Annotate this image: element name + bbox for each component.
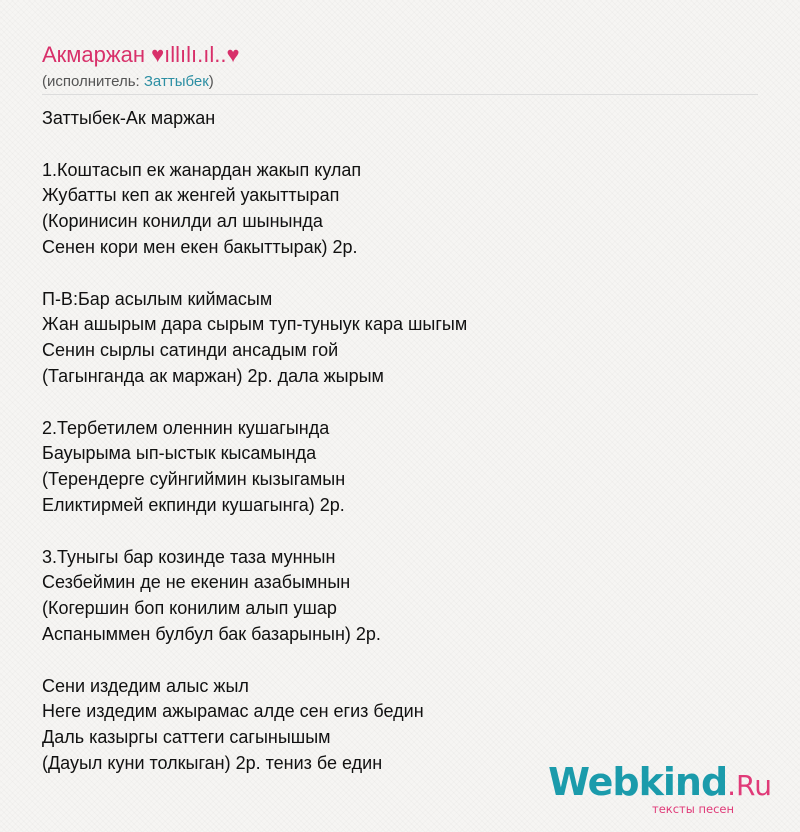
lyric-line: Жан ашырым дара сырым туп-туныук кара шыгым: [42, 314, 468, 335]
lyric-line: (Терендерге суйнгиймин кызыгамын: [42, 469, 346, 490]
lyric-line: Заттыбек-Ак маржан: [42, 108, 216, 128]
lyric-line: 1.Коштасып ек жанардан жакып кулап: [42, 159, 362, 180]
lyric-line: Сенен кори мен екен бакыттырак) 2р.: [42, 236, 358, 257]
artist-suffix: ): [208, 73, 214, 90]
lyric-line: Сезбеймин де не екенин азабымнын: [42, 572, 351, 593]
lyric-line: (Когершин боп конилим алып ушар: [42, 598, 337, 619]
site-logo[interactable]: [548, 762, 772, 815]
lyric-blank-line: [42, 519, 742, 545]
lyric-line: (Коринисин конилди ал шынында: [42, 211, 323, 232]
lyric-line: 3.Туныгы бар козинде таза муннын: [42, 546, 336, 567]
artist-line: [42, 72, 240, 92]
logo-wordmark: [548, 762, 772, 806]
artist-link[interactable]: Заттыбек: [143, 73, 209, 90]
lyric-line: (Дауыл куни толкыган) 2р. тениз бе един: [42, 752, 383, 773]
artist-prefix: (исполнитель:: [42, 73, 144, 90]
lyric-line: Еликтирмей екпинди кушагынга) 2р.: [42, 494, 345, 515]
lyric-line: Сени издедим алыс жыл: [42, 675, 249, 696]
lyric-blank-line: [42, 390, 742, 416]
lyric-line: Даль казыргы саттеги сагынышым: [42, 727, 331, 748]
logo-tagline: тексты песен: [652, 802, 734, 816]
logo-suffix-text: .Ru: [727, 769, 772, 802]
lyric-line: Бауырыма ып-ыстык кысамында: [42, 443, 317, 464]
lyric-line: Жубатты кеп ак женгей уакыттырап: [42, 185, 340, 206]
lyric-blank-line: [42, 132, 742, 158]
lyric-blank-line: [42, 261, 742, 287]
lyric-line: Сенин сырлы сатинди ансадым гой: [42, 340, 339, 361]
lyric-line: Неге издедим ажырамас алде сен егиз бедин: [42, 701, 424, 722]
lyric-line: П-В:Бар асылым киймасым: [42, 288, 273, 309]
header-divider: [42, 94, 758, 95]
lyric-line: Аспаныммен булбул бак базарынын) 2р.: [42, 623, 381, 644]
song-title: Акмаржан ♥ıllılı.ıl..♥: [42, 42, 240, 67]
lyric-blank-line: [42, 648, 742, 674]
lyric-line: (Тагынганда ак маржан) 2р. дала жырым: [42, 365, 384, 386]
song-header: [42, 42, 240, 92]
lyric-line: 2.Тербетилем оленнин кушагында: [42, 417, 330, 438]
lyrics-text: [42, 106, 742, 777]
logo-main-text: Webkind: [548, 760, 728, 804]
